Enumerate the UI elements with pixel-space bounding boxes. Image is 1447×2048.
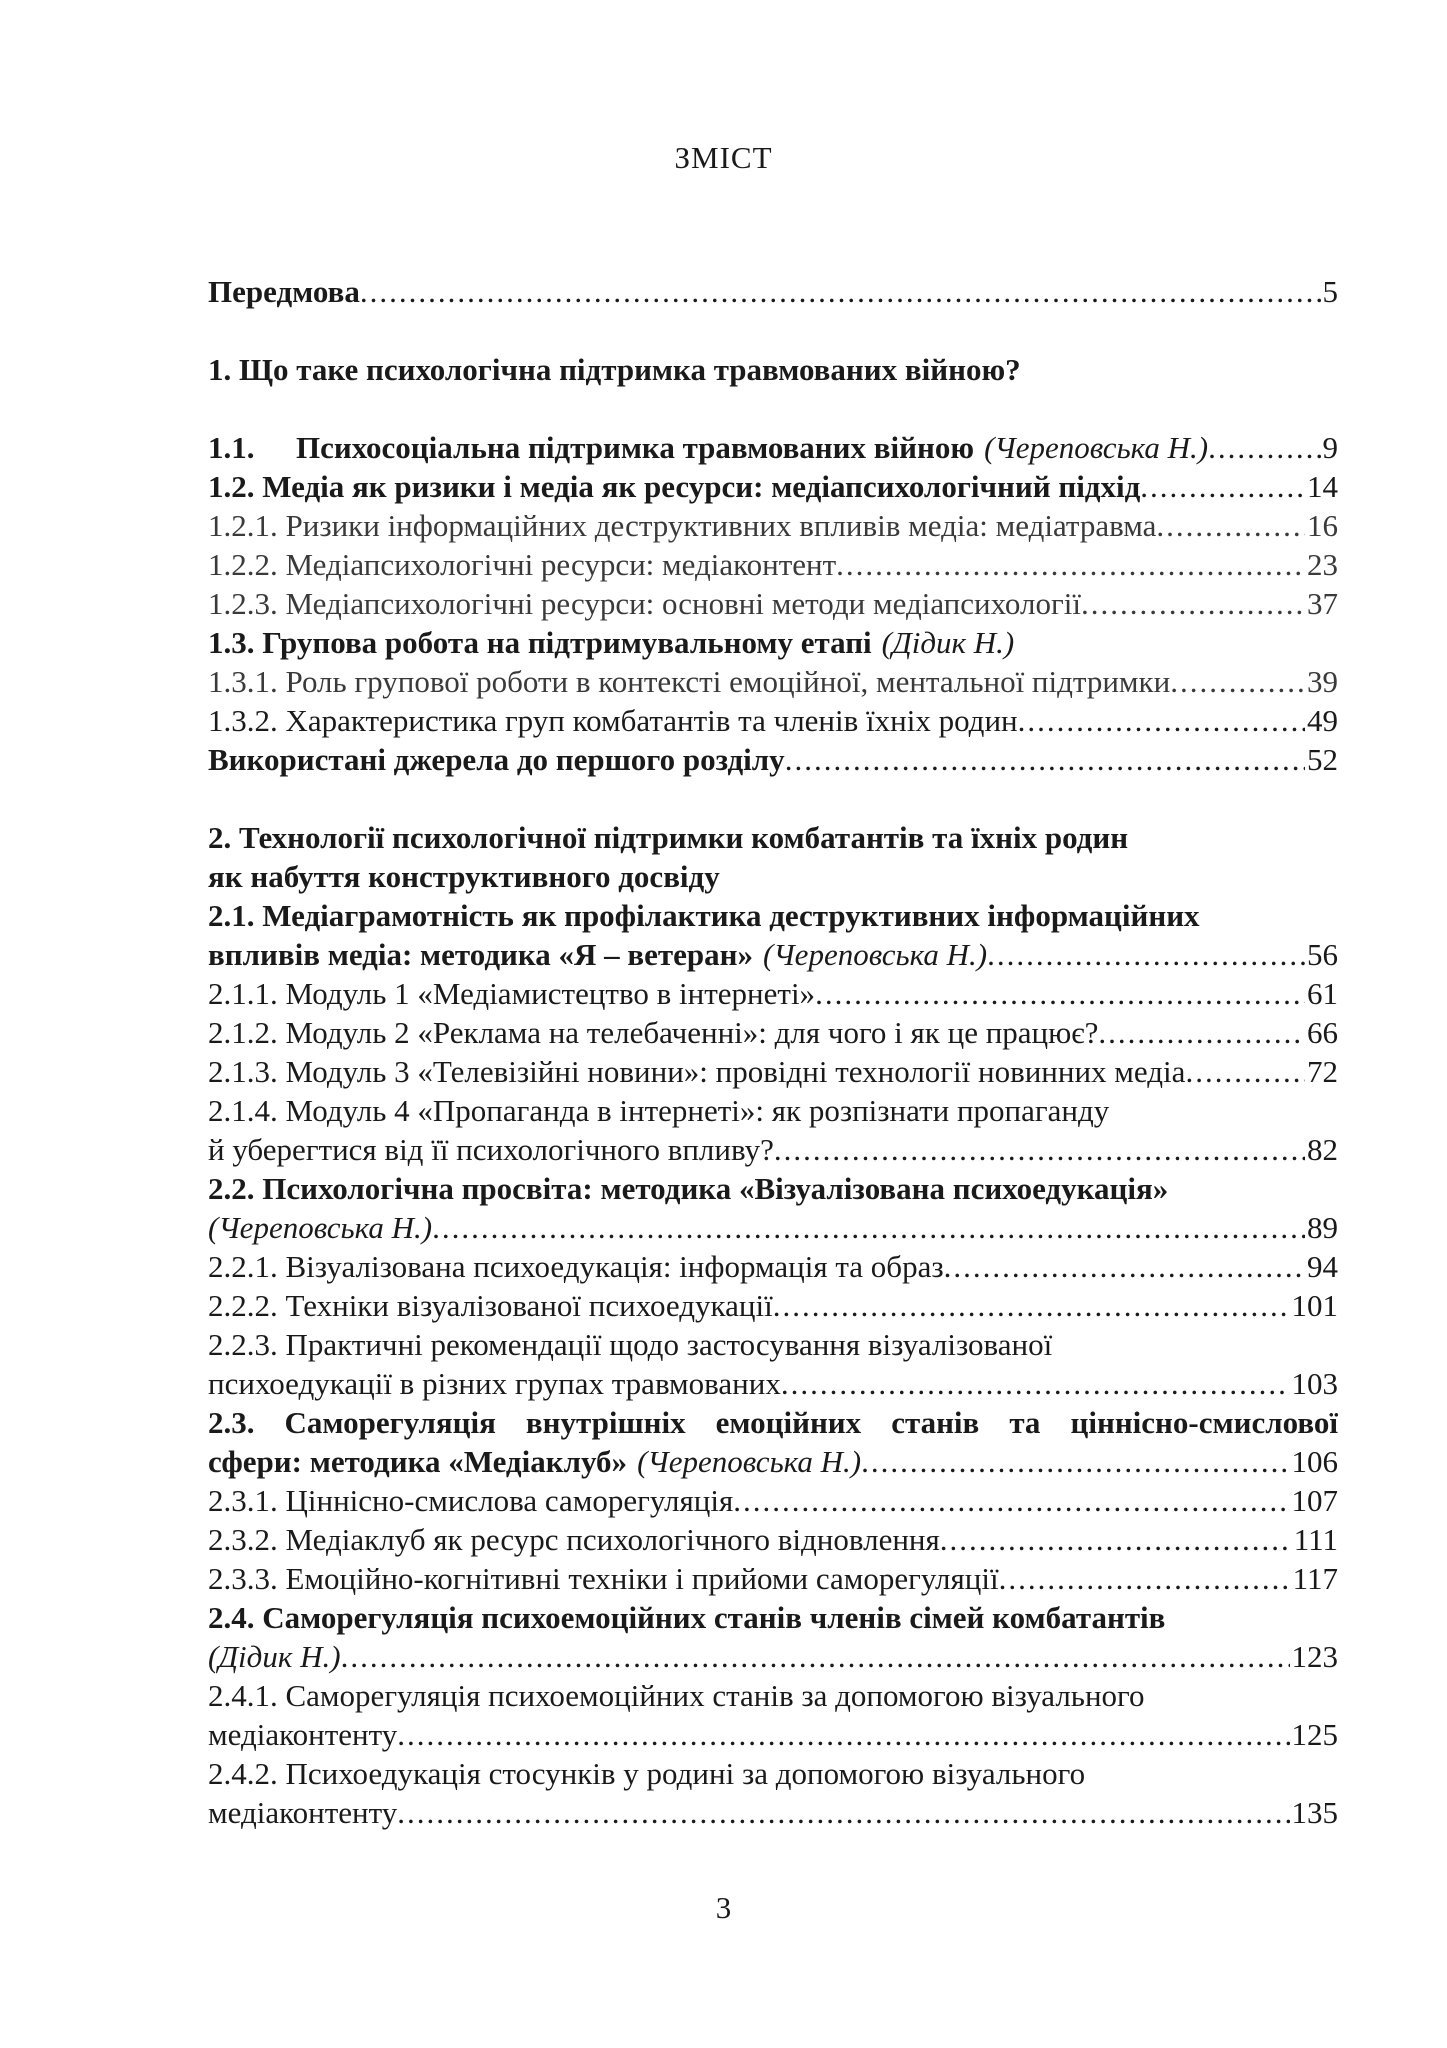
toc-page-number: 123 bbox=[1291, 1639, 1338, 1674]
toc-entry-2-2-1[interactable] bbox=[208, 1247, 1338, 1286]
toc-entry-2-3-line2[interactable] bbox=[208, 1442, 1338, 1481]
leader-dots bbox=[1156, 506, 1305, 545]
leader-dots bbox=[940, 1520, 1292, 1559]
leader-dots bbox=[774, 1130, 1305, 1169]
leader-dots bbox=[781, 1364, 1290, 1403]
toc-entry-2-1-4-line1[interactable] bbox=[208, 1091, 1338, 1130]
page-title: ЗМІСТ bbox=[674, 140, 773, 175]
toc-page-number: 9 bbox=[1322, 430, 1338, 465]
toc-entry-text: 2.2.3. Практичні рекомендації щодо застосування візуалізованої bbox=[208, 1327, 1053, 1362]
toc-page-number: 101 bbox=[1291, 1288, 1338, 1323]
toc-page-number: 106 bbox=[1291, 1444, 1338, 1479]
toc-page-number: 103 bbox=[1291, 1366, 1338, 1401]
toc-entry-2-1-3[interactable] bbox=[208, 1052, 1338, 1091]
toc-page-number: 52 bbox=[1307, 742, 1338, 777]
toc-entry-text: 1.2.1. Ризики інформаційних деструктивних впливів медіа: медіатравма bbox=[208, 508, 1157, 543]
toc-entry-text: 2.1.4. Модуль 4 «Пропаганда в інтернеті»: як розпізнати пропаганду bbox=[208, 1093, 1110, 1128]
toc-entry-2-1-2[interactable] bbox=[208, 1013, 1338, 1052]
toc-entry-text: сфери: методика «Медіаклуб» bbox=[208, 1444, 628, 1479]
toc-entry-text: впливів медіа: методика «Я – ветеран» bbox=[208, 937, 753, 972]
toc-entry-text: 2.2.1. Візуалізована психоедукація: інформація та образ bbox=[208, 1249, 944, 1284]
toc-section-2-heading-line2[interactable] bbox=[208, 857, 1338, 896]
toc-page-number: 135 bbox=[1291, 1795, 1338, 1830]
leader-dots bbox=[397, 1715, 1289, 1754]
leader-dots bbox=[341, 1637, 1290, 1676]
toc-page-number: 82 bbox=[1307, 1132, 1338, 1167]
toc-entry-2-4-2-line2[interactable] bbox=[208, 1793, 1338, 1832]
toc-entry-1-2-1[interactable] bbox=[208, 506, 1338, 545]
toc-entry-2-3-2[interactable] bbox=[208, 1520, 1338, 1559]
toc-entry-text: 1.2. Медіа як ризики і медіа як ресурси: медіапсихологічний підхід bbox=[208, 469, 1141, 504]
toc-entry-text: 1. Що таке психологічна підтримка травмованих війною? bbox=[208, 352, 1021, 387]
toc-entry-author: (Череповська Н.) bbox=[637, 1444, 862, 1479]
toc-entry-1-3-1[interactable] bbox=[208, 662, 1338, 701]
toc-entry-text: 2.3. Саморегуляція внутрішніх емоційних станів та ціннісно-смислової bbox=[208, 1405, 1338, 1440]
leader-dots bbox=[987, 935, 1305, 974]
toc-page-number: 16 bbox=[1307, 508, 1338, 543]
toc-entry-text: 2.1. Медіаграмотність як профілактика деструктивних інформаційних bbox=[208, 898, 1200, 933]
toc-entry-2-1-4-line2[interactable] bbox=[208, 1130, 1338, 1169]
toc-section-2-heading-line1[interactable] bbox=[208, 818, 1338, 857]
toc-entry-2-3-3[interactable] bbox=[208, 1559, 1338, 1598]
toc-page-number: 56 bbox=[1307, 937, 1338, 972]
toc-entry-1-2[interactable] bbox=[208, 467, 1338, 506]
leader-dots bbox=[1081, 584, 1305, 623]
toc-page-number: 117 bbox=[1292, 1561, 1338, 1596]
page-number: 3 bbox=[715, 1890, 732, 1925]
toc-entry-text: 2.1.1. Модуль 1 «Медіамистецтво в інтернеті» bbox=[208, 976, 816, 1011]
toc-entry-2-2-line1[interactable] bbox=[208, 1169, 1338, 1208]
toc-entry-text: як набуття конструктивного досвіду bbox=[208, 859, 720, 894]
toc-page-number: 94 bbox=[1307, 1249, 1338, 1284]
toc-page-number: 125 bbox=[1291, 1717, 1338, 1752]
toc-entry-text: 1.3.2. Характеристика груп комбатантів та членів їхніх родин bbox=[208, 703, 1018, 738]
toc-entry-preface[interactable] bbox=[208, 272, 1338, 311]
leader-dots bbox=[1170, 662, 1305, 701]
toc-entry-author: (Череповська Н.) bbox=[984, 430, 1209, 465]
toc-entry-text: 2.2.2. Техніки візуалізованої психоедукації bbox=[208, 1288, 773, 1323]
toc-entry-text: й уберегтися від її психологічного впливу? bbox=[208, 1132, 774, 1167]
toc-entry-2-4-line2[interactable] bbox=[208, 1637, 1338, 1676]
leader-dots bbox=[733, 1481, 1289, 1520]
toc-page-number: 89 bbox=[1307, 1210, 1338, 1245]
toc-page-number: 111 bbox=[1293, 1522, 1338, 1557]
leader-dots bbox=[1185, 1052, 1305, 1091]
toc-entry-text: 1.2.3. Медіапсихологічні ресурси: основні методи медіапсихології bbox=[208, 586, 1081, 621]
leader-dots bbox=[999, 1559, 1291, 1598]
leader-dots bbox=[861, 1442, 1289, 1481]
toc-entry-2-4-line1[interactable] bbox=[208, 1598, 1338, 1637]
toc-entry-2-4-2-line1[interactable] bbox=[208, 1754, 1338, 1793]
toc-entry-author: (Череповська Н.) bbox=[208, 1210, 433, 1245]
leader-dots bbox=[785, 740, 1305, 779]
toc-entry-1-3-2[interactable] bbox=[208, 701, 1338, 740]
leader-dots bbox=[773, 1286, 1290, 1325]
toc-entry-1-1[interactable] bbox=[208, 428, 1338, 467]
toc-entry-2-2-2[interactable] bbox=[208, 1286, 1338, 1325]
toc-page-number: 39 bbox=[1307, 664, 1338, 699]
toc-entry-text: Психосоціальна підтримка травмованих війною bbox=[296, 430, 975, 465]
toc-page-number: 49 bbox=[1307, 703, 1338, 738]
toc-entry-text: Передмова bbox=[208, 274, 360, 309]
leader-dots bbox=[1208, 428, 1320, 467]
toc-entry-author: (Дідик Н.) bbox=[208, 1639, 341, 1674]
toc-entry-author: (Череповська Н.) bbox=[763, 937, 988, 972]
leader-dots bbox=[944, 1247, 1305, 1286]
toc-entry-author: (Дідик Н.) bbox=[881, 625, 1015, 660]
toc-entry-2-3-line1[interactable] bbox=[208, 1403, 1338, 1442]
table-of-contents bbox=[208, 272, 1338, 1832]
toc-entry-text: 2.1.2. Модуль 2 «Реклама на телебаченні»: для чого і як це працює? bbox=[208, 1015, 1099, 1050]
toc-entry-2-1-1[interactable] bbox=[208, 974, 1338, 1013]
leader-dots bbox=[1140, 467, 1305, 506]
leader-dots bbox=[836, 545, 1305, 584]
toc-entry-text: 2.1.3. Модуль 3 «Телевізійні новини»: провідні технології новинних медіа bbox=[208, 1054, 1186, 1089]
toc-entry-text: 2.4.2. Психоедукація стосунків у родині за допомогою візуального bbox=[208, 1756, 1086, 1791]
toc-page-number: 5 bbox=[1322, 274, 1338, 309]
toc-entry-1-2-2[interactable] bbox=[208, 545, 1338, 584]
toc-entry-text: медіаконтенту bbox=[208, 1795, 398, 1830]
leader-dots bbox=[1098, 1013, 1305, 1052]
toc-section-1-heading[interactable] bbox=[208, 350, 1338, 389]
toc-entry-sources-1[interactable] bbox=[208, 740, 1338, 779]
toc-page-number: 61 bbox=[1307, 976, 1338, 1011]
leader-dots bbox=[815, 974, 1305, 1013]
toc-entry-text: 2.2. Психологічна просвіта: методика «Візуалізована психоедукація» bbox=[208, 1171, 1169, 1206]
toc-page-number: 37 bbox=[1307, 586, 1338, 621]
toc-page-number: 14 bbox=[1307, 469, 1338, 504]
toc-entry-2-1-line1[interactable] bbox=[208, 896, 1338, 935]
toc-entry-2-4-1-line1[interactable] bbox=[208, 1676, 1338, 1715]
toc-page-number: 107 bbox=[1291, 1483, 1338, 1518]
toc-entry-text: 2.4.1. Саморегуляція психоемоційних станів за допомогою візуального bbox=[208, 1678, 1145, 1713]
toc-entry-2-3-1[interactable] bbox=[208, 1481, 1338, 1520]
toc-entry-1-3[interactable] bbox=[208, 623, 1338, 662]
toc-entry-text: 1.3.1. Роль групової роботи в контексті емоційної, ментальної підтримки bbox=[208, 664, 1171, 699]
toc-entry-number: 1.1. bbox=[208, 430, 255, 465]
toc-entry-2-2-3-line1[interactable] bbox=[208, 1325, 1338, 1364]
toc-page-number: 72 bbox=[1307, 1054, 1338, 1089]
leader-dots bbox=[432, 1208, 1305, 1247]
toc-entry-text: 2.3.1. Ціннісно-смислова саморегуляція bbox=[208, 1483, 734, 1518]
leader-dots bbox=[1018, 701, 1305, 740]
toc-entry-text: 1.3. Групова робота на підтримувальному етапі bbox=[208, 625, 872, 660]
toc-entry-2-4-1-line2[interactable] bbox=[208, 1715, 1338, 1754]
toc-entry-text: 2.3.2. Медіаклуб як ресурс психологічного відновлення bbox=[208, 1522, 940, 1557]
toc-entry-2-1-line2[interactable] bbox=[208, 935, 1338, 974]
toc-entry-1-2-3[interactable] bbox=[208, 584, 1338, 623]
leader-dots bbox=[360, 272, 1321, 311]
toc-entry-text: 2.3.3. Емоційно-когнітивні техніки і прийоми саморегуляції bbox=[208, 1561, 999, 1596]
toc-entry-text: Використані джерела до першого розділу bbox=[208, 742, 785, 777]
leader-dots bbox=[397, 1793, 1289, 1832]
toc-entry-text: психоедукації в різних групах травмованих bbox=[208, 1366, 781, 1401]
toc-entry-text: медіаконтенту bbox=[208, 1717, 398, 1752]
toc-entry-text: 2. Технології психологічної підтримки комбатантів та їхніх родин bbox=[208, 820, 1129, 855]
toc-page-number: 23 bbox=[1307, 547, 1338, 582]
toc-entry-2-2-line2[interactable] bbox=[208, 1208, 1338, 1247]
toc-entry-text: 1.2.2. Медіапсихологічні ресурси: медіаконтент bbox=[208, 547, 837, 582]
toc-page-number: 66 bbox=[1307, 1015, 1338, 1050]
toc-entry-2-2-3-line2[interactable] bbox=[208, 1364, 1338, 1403]
toc-entry-text: 2.4. Саморегуляція психоемоційних станів членів сімей комбатантів bbox=[208, 1600, 1166, 1635]
